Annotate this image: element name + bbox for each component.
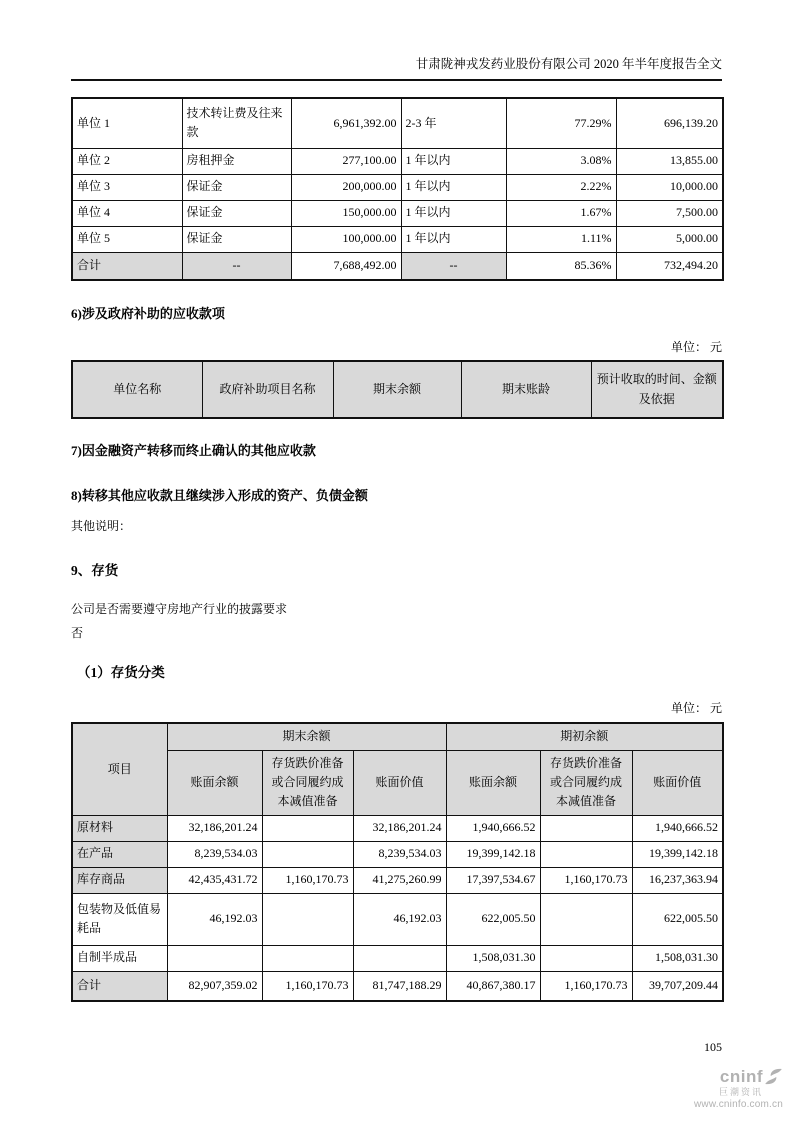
bad-debt-cell: 696,139.20	[616, 98, 723, 148]
begin-balance-cell: 1,940,666.52	[446, 815, 540, 841]
end-value-cell: 32,186,201.24	[353, 815, 446, 841]
bad-debt-cell: 10,000.00	[616, 174, 723, 200]
unit-name-cell: 单位 5	[72, 226, 182, 252]
item-cell: 在产品	[72, 841, 167, 867]
item-cell: 库存商品	[72, 867, 167, 893]
end-value-cell: 8,239,534.03	[353, 841, 446, 867]
proportion-cell: 2.22%	[506, 174, 616, 200]
balance-cell: 277,100.00	[291, 148, 401, 174]
balance-cell: 6,961,392.00	[291, 98, 401, 148]
inventory-table	[71, 722, 724, 1002]
balance-cell: 200,000.00	[291, 174, 401, 200]
disclosure-answer: 否	[71, 626, 84, 640]
begin-value-cell: 16,237,363.94	[632, 867, 723, 893]
proportion-cell: 77.29%	[506, 98, 616, 148]
unit-name-cell: 单位 4	[72, 200, 182, 226]
unit-name-cell: 单位 2	[72, 148, 182, 174]
header-cell: 账面余额	[167, 750, 262, 815]
end-balance-cell: 32,186,201.24	[167, 815, 262, 841]
end-provision-cell	[262, 945, 353, 971]
total-row	[72, 971, 723, 1001]
begin-balance-cell: 19,399,142.18	[446, 841, 540, 867]
proportion-cell: 3.08%	[506, 148, 616, 174]
cninfo-logo-text: cninf	[719, 1067, 763, 1086]
section-6-heading: 6)涉及政府补助的应收款项	[71, 306, 225, 321]
header-cell: 账面价值	[353, 750, 446, 815]
item-cell: 原材料	[72, 815, 167, 841]
header-cell: 单位名称	[72, 361, 202, 418]
header-cell: 存货跌价准备或合同履约成本减值准备	[540, 750, 632, 815]
end-value-cell: 81,747,188.29	[353, 971, 446, 1001]
unit-name-cell: 单位 3	[72, 174, 182, 200]
table-row	[72, 174, 723, 200]
aging-cell: 2-3 年	[401, 98, 506, 148]
other-note-label: 其他说明：	[71, 519, 132, 533]
begin-value-cell: 1,940,666.52	[632, 815, 723, 841]
unit-name-cell: 单位 1	[72, 98, 182, 148]
total-label-cell: 合计	[72, 252, 182, 280]
report-title: 甘肃陇神戎发药业股份有限公司 2020 年半年度报告全文	[415, 57, 722, 71]
begin-provision-cell: 1,160,170.73	[540, 867, 632, 893]
subheader-row	[72, 750, 723, 815]
proportion-cell: 85.36%	[506, 252, 616, 280]
nature-cell: 保证金	[182, 226, 291, 252]
bad-debt-cell: 13,855.00	[616, 148, 723, 174]
table-row	[72, 200, 723, 226]
cninfo-logo	[694, 1067, 783, 1110]
disclosure-question: 公司是否需要遵守房地产行业的披露要求	[71, 602, 288, 616]
section-8-heading: 8)转移其他应收款且继续涉入形成的资产、负债金额	[71, 488, 368, 503]
begin-balance-cell: 1,508,031.30	[446, 945, 540, 971]
nature-cell: 房租押金	[182, 148, 291, 174]
aging-cell: 1 年以内	[401, 174, 506, 200]
header-row	[72, 723, 723, 750]
total-row	[72, 252, 723, 280]
begin-balance-cell: 17,397,534.67	[446, 867, 540, 893]
receivables-detail-table	[71, 97, 724, 281]
table-row	[72, 98, 723, 148]
cninfo-logo-caption: 巨潮资讯	[718, 1087, 763, 1097]
cninfo-logo-url: www.cninfo.com.cn	[694, 1099, 783, 1110]
begin-provision-cell	[540, 841, 632, 867]
end-value-cell: 46,192.03	[353, 893, 446, 945]
end-provision-cell: 1,160,170.73	[262, 971, 353, 1001]
aging-cell: 1 年以内	[401, 148, 506, 174]
header-row	[72, 361, 723, 418]
table-row	[72, 815, 723, 841]
end-balance-cell: 8,239,534.03	[167, 841, 262, 867]
balance-cell: 100,000.00	[291, 226, 401, 252]
header-cell: 期末余额	[333, 361, 461, 418]
begin-value-cell: 19,399,142.18	[632, 841, 723, 867]
begin-provision-cell: 1,160,170.73	[540, 971, 632, 1001]
aging-cell: 1 年以内	[401, 200, 506, 226]
item-header-cell: 项目	[72, 723, 167, 815]
header-cell: 政府补助项目名称	[202, 361, 333, 418]
table-row	[72, 226, 723, 252]
end-balance-cell: 42,435,431.72	[167, 867, 262, 893]
section-9-1-heading: （1）存货分类	[77, 665, 165, 680]
balance-cell: 7,688,492.00	[291, 252, 401, 280]
begin-value-cell: 622,005.50	[632, 893, 723, 945]
begin-provision-cell	[540, 945, 632, 971]
subsidy-receivables-table	[71, 360, 724, 419]
begin-value-cell: 1,508,031.30	[632, 945, 723, 971]
end-balance-cell	[167, 945, 262, 971]
end-provision-cell	[262, 893, 353, 945]
balance-cell: 150,000.00	[291, 200, 401, 226]
unit-label: 单位： 元	[670, 340, 722, 354]
nature-cell: 保证金	[182, 200, 291, 226]
unit-label: 单位： 元	[670, 701, 722, 715]
table-row	[72, 945, 723, 971]
end-value-cell	[353, 945, 446, 971]
item-cell: 包装物及低值易耗品	[72, 893, 167, 945]
table-row	[72, 841, 723, 867]
end-provision-cell	[262, 841, 353, 867]
ending-balance-group-header: 期末余额	[167, 723, 446, 750]
table-row	[72, 867, 723, 893]
nature-cell: 技术转让费及往来款	[182, 98, 291, 148]
header-cell: 预计收取的时间、金额及依据	[591, 361, 723, 418]
nature-cell: 保证金	[182, 174, 291, 200]
cninfo-logo-top	[694, 1067, 783, 1086]
page-number: 105	[704, 1040, 722, 1054]
page-header	[71, 54, 722, 81]
end-value-cell: 41,275,260.99	[353, 867, 446, 893]
nature-cell: --	[182, 252, 291, 280]
begin-balance-cell: 40,867,380.17	[446, 971, 540, 1001]
begin-value-cell: 39,707,209.44	[632, 971, 723, 1001]
proportion-cell: 1.11%	[506, 226, 616, 252]
total-label-cell: 合计	[72, 971, 167, 1001]
end-provision-cell: 1,160,170.73	[262, 867, 353, 893]
end-balance-cell: 82,907,359.02	[167, 971, 262, 1001]
section-7-heading: 7)因金融资产转移而终止确认的其他应收款	[71, 443, 316, 458]
end-balance-cell: 46,192.03	[167, 893, 262, 945]
bad-debt-cell: 732,494.20	[616, 252, 723, 280]
cninfo-swirl-icon	[764, 1067, 783, 1086]
aging-cell: --	[401, 252, 506, 280]
proportion-cell: 1.67%	[506, 200, 616, 226]
table-row	[72, 148, 723, 174]
header-cell: 期末账龄	[461, 361, 591, 418]
header-cell: 账面价值	[632, 750, 723, 815]
begin-provision-cell	[540, 815, 632, 841]
header-cell: 账面余额	[446, 750, 540, 815]
beginning-balance-group-header: 期初余额	[446, 723, 723, 750]
bad-debt-cell: 5,000.00	[616, 226, 723, 252]
bad-debt-cell: 7,500.00	[616, 200, 723, 226]
end-provision-cell	[262, 815, 353, 841]
aging-cell: 1 年以内	[401, 226, 506, 252]
header-cell: 存货跌价准备或合同履约成本减值准备	[262, 750, 353, 815]
table-row	[72, 893, 723, 945]
section-9-heading: 9、存货	[71, 563, 119, 578]
begin-provision-cell	[540, 893, 632, 945]
item-cell: 自制半成品	[72, 945, 167, 971]
begin-balance-cell: 622,005.50	[446, 893, 540, 945]
